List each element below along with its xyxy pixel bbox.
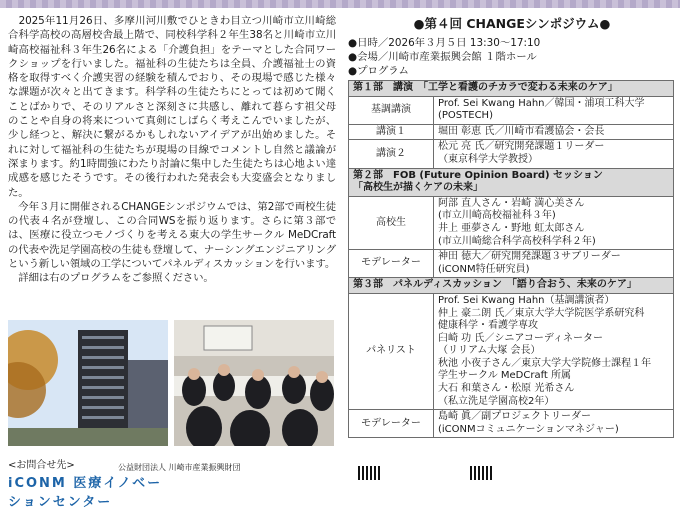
role-cell: 講演１: [349, 124, 434, 140]
speaker-line: 松元 亮 氏／研究開発課題１リーダー: [438, 141, 605, 153]
section-3-header-row: [349, 278, 674, 294]
speaker-line: 秋池 小夜子さん／東京大学大学院修士課程１年: [438, 357, 652, 369]
program-label: ●プログラム: [348, 65, 409, 77]
section-2-header-line: 第２部 FOB (Future Opinion Board) セッション: [353, 169, 603, 181]
role-cell: 基調講演: [349, 96, 434, 124]
speaker-line: (POSTECH): [438, 110, 493, 122]
speaker-line: (iCONM特任研究員): [438, 263, 530, 275]
iconm-logo: iCONM 医療イノベーションセンター: [8, 476, 163, 510]
speaker-cell: [434, 293, 674, 409]
speaker-line: （私立洗足学園高校2年）: [438, 395, 555, 407]
section-1-header-row: [349, 81, 674, 97]
qr-code-2[interactable]: [470, 466, 492, 480]
photo-strip: [8, 320, 334, 446]
speaker-cell: [434, 96, 674, 124]
symposium-column: [348, 14, 676, 438]
speaker-line: 阿部 直人さん・岩崎 満心美さん: [438, 197, 585, 209]
table-row: [349, 410, 674, 438]
speaker-cell: [434, 196, 674, 249]
speaker-line: （リリアム大塚 会長）: [438, 345, 541, 357]
speaker-line: 学生サークル MeDCraft 所属: [438, 370, 572, 382]
speaker-cell: [434, 410, 674, 438]
role-cell: 講演２: [349, 140, 434, 168]
role-cell: 高校生: [349, 196, 434, 249]
speaker-line: 井上 亜夢さん・野地 虹太郎さん: [438, 222, 585, 234]
speaker-line: Prof. Sei Kwang Hahn（基調講演者）: [438, 294, 615, 306]
symposium-title: ●第４回 CHANGEシンポジウム●: [413, 16, 611, 31]
role-cell: モデレーター: [349, 410, 434, 438]
speaker-cell: [434, 140, 674, 168]
table-row: [349, 96, 674, 124]
speaker-line: 堀田 彰恵 氏／川崎市看護協会・会長: [438, 125, 605, 137]
speaker-line: 仲上 豪二朗 氏／東京大学大学院医学系研究科: [438, 307, 645, 319]
section-2-header-row: [349, 168, 674, 196]
speaker-line: 大石 和葉さん・松原 光希さん: [438, 383, 575, 395]
speaker-line: (iCONMコミュニケーションマネジャー): [438, 423, 619, 435]
table-row: [349, 250, 674, 278]
table-row: [349, 124, 674, 140]
article-paragraph-3: 詳細は右のプログラムをご参照ください。: [8, 272, 214, 285]
table-row: [349, 293, 674, 409]
symposium-venue: ●会場／川崎市産業振興会館 １階ホール: [348, 51, 537, 63]
section-2-header: [349, 168, 674, 196]
speaker-line: （東京科学大学教授）: [438, 153, 538, 165]
symposium-date: ●日時／2026年３月５日 13:30～17:10: [348, 37, 541, 49]
program-table: [348, 80, 674, 438]
workshop-photo: [174, 320, 334, 446]
table-row: [349, 140, 674, 168]
table-row: [349, 196, 674, 249]
speaker-line: (市立川崎高校福祉科３年): [438, 210, 556, 222]
speaker-line: 臼崎 功 氏／シニアコーディネーター: [438, 332, 604, 344]
speaker-cell: [434, 124, 674, 140]
speaker-cell: [434, 250, 674, 278]
contact-label: <お問合せ先>: [8, 460, 75, 471]
role-cell: モデレーター: [349, 250, 434, 278]
article-column: [8, 14, 336, 286]
qr-code-1[interactable]: [358, 466, 380, 480]
organization-name: 公益財団法人 川崎市産業振興財団: [118, 463, 241, 472]
speaker-line: Prof. Sei Kwang Hahn／韓国・浦項工科大学: [438, 97, 645, 109]
role-cell: パネリスト: [349, 293, 434, 409]
article-paragraph-2: 今年３月に開催されるCHANGEシンポジウムでは、第2部で両校生徒の代表４名が登壇し、この合同WSを振り返ります。さらに第３部では、医療に役立つモノづくりを考える東大の学生サークル MeDCraft の代表や洗足学園高校の生徒も登壇して、ナーシングエンジニアリングという新しい領域の工学についてパネルディスカッションを行います。: [8, 200, 336, 271]
section-2-subtitle: 「高校生が描くケアの未来」: [353, 182, 483, 194]
speaker-line: 神田 徳大／研究開発課題３サブリーダー: [438, 251, 621, 263]
school-building-photo: [8, 320, 168, 446]
section-1-header: 第１部 講演 「工学と看護のチカラで変わる未来のケア」: [349, 81, 674, 97]
top-decorative-band: [0, 0, 680, 8]
section-3-header: 第３部 パネルディスカッション 「語り合おう、未来のケア」: [349, 278, 674, 294]
speaker-line: 島崎 眞／副プロジェクトリーダー: [438, 411, 591, 423]
article-paragraph-1: 2025年11月26日、多摩川河川敷でひときわ目立つ川崎市立川崎総合科学高校の高層校舎最上階で、同校科学科２年生38名と川崎市立川崎高校福祉科３年生26名による「介護負担」をテーマとした合同ワークショップを行いました。福祉科の生徒たちは全員、介護福祉士の資格を取得すべく介護実習の経験を積んでおり、その現場で感じた様々な課題が次々と出てきます。科学科の生徒たちにとっては初めて聞くことばかりで、そのリアルさと深刻さに共感し、離れて暮らす祖父母のことや自身の将来について真剣にしばらく考えこんでいましたが、少し経つと、解決に繋がるかもしれないアイデアが出始めました。それに対して福祉科の生徒たちが現場の目線でコメントし自然と議論が深まります。約1時間強にわたり討論に集中した生徒たちは心地よい達成感を感じたそうです。その後行われた発表会も大変盛会となりました。: [8, 15, 336, 199]
speaker-line: 健康科学・看護学専攻: [438, 320, 538, 332]
speaker-line: (市立川崎総合科学高校科学科２年): [438, 235, 596, 247]
